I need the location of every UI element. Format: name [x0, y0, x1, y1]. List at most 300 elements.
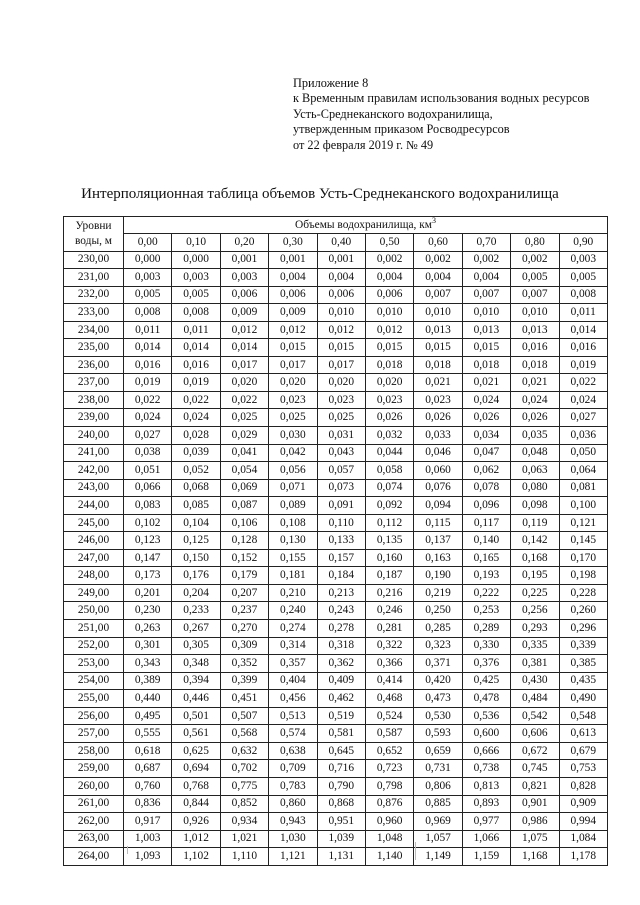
- volume-cell: 0,042: [269, 444, 317, 462]
- volume-cell: 0,844: [172, 795, 220, 813]
- level-cell: 243,00: [64, 479, 124, 497]
- volume-cell: 0,613: [559, 725, 607, 743]
- table-row: [64, 479, 608, 497]
- volume-cell: 0,010: [365, 304, 413, 322]
- volume-cell: 0,018: [414, 356, 462, 374]
- volume-cell: 0,064: [559, 462, 607, 480]
- volume-cell: 0,026: [511, 409, 559, 427]
- level-cell: 248,00: [64, 567, 124, 585]
- volume-cell: 0,012: [220, 321, 268, 339]
- volume-cell: 0,435: [559, 672, 607, 690]
- table-row: [64, 304, 608, 322]
- volume-cell: 0,473: [414, 690, 462, 708]
- column-header-cell: 0,80: [511, 234, 559, 252]
- volume-cell: 0,006: [269, 286, 317, 304]
- volume-cell: 0,490: [559, 690, 607, 708]
- volume-cell: 0,593: [414, 725, 462, 743]
- column-header-cell: 0,00: [124, 234, 172, 252]
- volume-cell: 1,057: [414, 830, 462, 848]
- volume-cell: 0,125: [172, 532, 220, 550]
- volume-cell: 0,024: [462, 391, 510, 409]
- volume-cell: 0,078: [462, 479, 510, 497]
- table-row: [64, 567, 608, 585]
- level-cell: 256,00: [64, 707, 124, 725]
- volume-cell: 0,246: [365, 602, 413, 620]
- volume-cell: 0,005: [559, 269, 607, 287]
- volume-cell: 0,519: [317, 707, 365, 725]
- level-cell: 257,00: [64, 725, 124, 743]
- volume-cell: 0,032: [365, 427, 413, 445]
- volume-cell: 0,618: [124, 742, 172, 760]
- volume-cell: 0,274: [269, 620, 317, 638]
- level-cell: 232,00: [64, 286, 124, 304]
- volume-cell: 0,943: [269, 813, 317, 831]
- volume-cell: 0,301: [124, 637, 172, 655]
- volume-cell: 0,926: [172, 813, 220, 831]
- volume-cell: 0,168: [511, 549, 559, 567]
- volume-cell: 0,173: [124, 567, 172, 585]
- appendix-header: [293, 76, 623, 153]
- volume-cell: 0,233: [172, 602, 220, 620]
- volume-cell: 0,420: [414, 672, 462, 690]
- volume-cell: 0,014: [220, 339, 268, 357]
- volume-cell: 1,131: [317, 848, 365, 866]
- volume-cell: 0,184: [317, 567, 365, 585]
- volume-cell: 0,542: [511, 707, 559, 725]
- volume-cell: 0,123: [124, 532, 172, 550]
- volume-cell: 0,121: [559, 514, 607, 532]
- volume-cell: 0,112: [365, 514, 413, 532]
- volume-cell: 0,267: [172, 620, 220, 638]
- volume-cell: 0,018: [511, 356, 559, 374]
- volume-cell: 0,007: [462, 286, 510, 304]
- volume-cell: 0,002: [365, 251, 413, 269]
- volume-cell: 0,051: [124, 462, 172, 480]
- volume-cell: 0,201: [124, 584, 172, 602]
- volume-cell: 0,666: [462, 742, 510, 760]
- volume-cell: 0,008: [172, 304, 220, 322]
- volume-cell: 0,006: [220, 286, 268, 304]
- volume-cell: 0,994: [559, 813, 607, 831]
- volume-cell: 0,606: [511, 725, 559, 743]
- volume-cell: 0,003: [220, 269, 268, 287]
- volume-cell: 0,000: [124, 251, 172, 269]
- table-row: [64, 514, 608, 532]
- level-cell: 260,00: [64, 777, 124, 795]
- volume-cell: 0,219: [414, 584, 462, 602]
- volume-cell: 0,058: [365, 462, 413, 480]
- volume-cell: 0,645: [317, 742, 365, 760]
- volume-cell: 0,806: [414, 777, 462, 795]
- volume-cell: 0,003: [172, 269, 220, 287]
- volume-cell: 0,256: [511, 602, 559, 620]
- level-cell: 238,00: [64, 391, 124, 409]
- volume-cell: 0,073: [317, 479, 365, 497]
- volume-cell: 0,160: [365, 549, 413, 567]
- volume-cell: 1,110: [220, 848, 268, 866]
- volume-cell: 0,012: [365, 321, 413, 339]
- volume-cell: 0,074: [365, 479, 413, 497]
- volume-cell: 0,038: [124, 444, 172, 462]
- volume-cell: 0,062: [462, 462, 510, 480]
- volume-cell: 0,024: [559, 391, 607, 409]
- volume-cell: 0,015: [414, 339, 462, 357]
- level-cell: 235,00: [64, 339, 124, 357]
- volume-cell: 0,285: [414, 620, 462, 638]
- volume-cell: 0,679: [559, 742, 607, 760]
- volume-cell: 0,010: [414, 304, 462, 322]
- volume-cell: 0,056: [269, 462, 317, 480]
- volume-cell: 1,030: [269, 830, 317, 848]
- volume-cell: 0,960: [365, 813, 413, 831]
- volume-cell: 1,093: [124, 848, 172, 866]
- level-cell: 252,00: [64, 637, 124, 655]
- volume-cell: 0,868: [317, 795, 365, 813]
- appendix-line: Приложение 8: [293, 76, 369, 90]
- volume-cell: 0,237: [220, 602, 268, 620]
- volume-cell: 0,414: [365, 672, 413, 690]
- column-header-row: [64, 234, 608, 252]
- volume-cell: 0,659: [414, 742, 462, 760]
- volume-cell: 0,399: [220, 672, 268, 690]
- volume-cell: 0,010: [511, 304, 559, 322]
- table-row: [64, 374, 608, 392]
- volume-cell: 0,031: [317, 427, 365, 445]
- volume-cell: 0,343: [124, 655, 172, 673]
- volume-cell: 0,115: [414, 514, 462, 532]
- volume-cell: 0,043: [317, 444, 365, 462]
- appendix-line: утвержденным приказом Росводресурсов: [293, 122, 510, 137]
- table-row: [64, 760, 608, 778]
- volume-cell: 0,723: [365, 760, 413, 778]
- volume-cell: 0,069: [220, 479, 268, 497]
- volume-cell: 0,023: [269, 391, 317, 409]
- volume-cell: 0,027: [559, 409, 607, 427]
- volume-cell: 0,004: [317, 269, 365, 287]
- volume-cell: 0,026: [462, 409, 510, 427]
- volume-cell: 0,009: [269, 304, 317, 322]
- volume-cell: 0,672: [511, 742, 559, 760]
- volume-cell: 0,068: [172, 479, 220, 497]
- table-row: [64, 532, 608, 550]
- level-cell: 245,00: [64, 514, 124, 532]
- volume-cell: 1,003: [124, 830, 172, 848]
- table-row: [64, 321, 608, 339]
- table-row: [64, 497, 608, 515]
- volume-cell: 0,790: [317, 777, 365, 795]
- volume-cell: 0,030: [269, 427, 317, 445]
- volume-cell: 0,036: [559, 427, 607, 445]
- volume-cell: 0,632: [220, 742, 268, 760]
- volume-cell: 0,193: [462, 567, 510, 585]
- volume-cell: 0,096: [462, 497, 510, 515]
- volume-cell: 0,198: [559, 567, 607, 585]
- volume-cell: 0,775: [220, 777, 268, 795]
- volume-cell: 0,314: [269, 637, 317, 655]
- level-cell: 254,00: [64, 672, 124, 690]
- volume-cell: 0,009: [220, 304, 268, 322]
- volume-cell: 0,240: [269, 602, 317, 620]
- volume-cell: 0,004: [462, 269, 510, 287]
- volume-cell: 0,147: [124, 549, 172, 567]
- volume-cell: 0,977: [462, 813, 510, 831]
- volume-cell: 0,001: [269, 251, 317, 269]
- volume-cell: 0,798: [365, 777, 413, 795]
- volume-cell: 0,702: [220, 760, 268, 778]
- volume-cell: 0,013: [414, 321, 462, 339]
- table-row: [64, 391, 608, 409]
- volume-cell: 0,019: [124, 374, 172, 392]
- volume-cell: 0,362: [317, 655, 365, 673]
- volume-cell: 0,015: [365, 339, 413, 357]
- volume-cell: 1,039: [317, 830, 365, 848]
- volume-cell: 0,625: [172, 742, 220, 760]
- volume-cell: 0,456: [269, 690, 317, 708]
- volume-cell: 0,507: [220, 707, 268, 725]
- table-row: [64, 795, 608, 813]
- volume-cell: 0,187: [365, 567, 413, 585]
- volume-cell: 0,289: [462, 620, 510, 638]
- volume-cell: 0,179: [220, 567, 268, 585]
- volume-cell: 1,168: [511, 848, 559, 866]
- table-row: [64, 444, 608, 462]
- volume-cell: 0,524: [365, 707, 413, 725]
- volume-cell: 0,530: [414, 707, 462, 725]
- interpolation-table: [63, 216, 608, 866]
- volume-cell: 0,066: [124, 479, 172, 497]
- volume-cell: 0,010: [462, 304, 510, 322]
- volumes-header-superscript: 3: [431, 216, 436, 225]
- volume-cell: 0,135: [365, 532, 413, 550]
- volume-cell: 0,021: [462, 374, 510, 392]
- volume-cell: 0,322: [365, 637, 413, 655]
- volume-cell: 0,409: [317, 672, 365, 690]
- volume-cell: 0,016: [511, 339, 559, 357]
- volume-cell: 0,004: [269, 269, 317, 287]
- volume-cell: 1,159: [462, 848, 510, 866]
- appendix-line: от 22 февраля 2019 г. № 49: [293, 137, 434, 152]
- volume-cell: 0,015: [462, 339, 510, 357]
- table-row: [64, 269, 608, 287]
- volume-cell: 0,376: [462, 655, 510, 673]
- column-header-cell: 0,10: [172, 234, 220, 252]
- volume-cell: 0,716: [317, 760, 365, 778]
- volume-cell: 1,012: [172, 830, 220, 848]
- level-cell: 242,00: [64, 462, 124, 480]
- volume-cell: 0,024: [511, 391, 559, 409]
- volume-cell: 0,195: [511, 567, 559, 585]
- volume-cell: 0,305: [172, 637, 220, 655]
- table-row: [64, 251, 608, 269]
- volume-cell: 0,092: [365, 497, 413, 515]
- volume-cell: 1,048: [365, 830, 413, 848]
- volume-cell: 0,021: [414, 374, 462, 392]
- volume-cell: 0,885: [414, 795, 462, 813]
- volume-cell: 0,951: [317, 813, 365, 831]
- column-header-cell: 0,60: [414, 234, 462, 252]
- volume-cell: 0,020: [220, 374, 268, 392]
- volume-cell: 0,007: [511, 286, 559, 304]
- volume-cell: 0,468: [365, 690, 413, 708]
- volume-cell: 0,034: [462, 427, 510, 445]
- volume-cell: 0,100: [559, 497, 607, 515]
- volume-cell: 0,783: [269, 777, 317, 795]
- volume-cell: 0,110: [317, 514, 365, 532]
- column-header-cell: 0,30: [269, 234, 317, 252]
- level-cell: 240,00: [64, 427, 124, 445]
- volume-cell: 1,102: [172, 848, 220, 866]
- volume-cell: 0,003: [559, 251, 607, 269]
- volume-cell: 1,075: [511, 830, 559, 848]
- volume-cell: 0,137: [414, 532, 462, 550]
- volume-cell: 0,163: [414, 549, 462, 567]
- volume-cell: 0,253: [462, 602, 510, 620]
- volume-cell: 0,083: [124, 497, 172, 515]
- volume-cell: 0,081: [559, 479, 607, 497]
- volume-cell: 0,155: [269, 549, 317, 567]
- volume-cell: 0,017: [317, 356, 365, 374]
- volume-cell: 0,041: [220, 444, 268, 462]
- volume-cell: 0,484: [511, 690, 559, 708]
- level-cell: 247,00: [64, 549, 124, 567]
- volume-cell: 0,033: [414, 427, 462, 445]
- volume-cell: 0,001: [220, 251, 268, 269]
- volume-cell: 0,462: [317, 690, 365, 708]
- volume-cell: 0,587: [365, 725, 413, 743]
- level-cell: 236,00: [64, 356, 124, 374]
- volume-cell: 1,084: [559, 830, 607, 848]
- volume-cell: 0,986: [511, 813, 559, 831]
- appendix-line: к Временным правилам использования водных ресурсов: [293, 91, 590, 106]
- level-cell: 239,00: [64, 409, 124, 427]
- volume-cell: 0,694: [172, 760, 220, 778]
- table-row: [64, 777, 608, 795]
- volume-cell: 0,119: [511, 514, 559, 532]
- volume-cell: 0,216: [365, 584, 413, 602]
- volume-cell: 0,335: [511, 637, 559, 655]
- volume-cell: 0,270: [220, 620, 268, 638]
- volume-cell: 0,005: [511, 269, 559, 287]
- volume-cell: 0,085: [172, 497, 220, 515]
- volume-cell: 0,813: [462, 777, 510, 795]
- volume-cell: 0,011: [124, 321, 172, 339]
- volume-cell: 1,178: [559, 848, 607, 866]
- volume-cell: 0,047: [462, 444, 510, 462]
- volume-cell: 0,495: [124, 707, 172, 725]
- volume-cell: 0,357: [269, 655, 317, 673]
- table-row: [64, 286, 608, 304]
- volume-cell: 0,165: [462, 549, 510, 567]
- table-row: [64, 655, 608, 673]
- volume-cell: 0,207: [220, 584, 268, 602]
- volume-cell: 0,022: [220, 391, 268, 409]
- volume-cell: 0,002: [462, 251, 510, 269]
- table-row: [64, 356, 608, 374]
- volume-cell: 0,017: [220, 356, 268, 374]
- volume-cell: 0,024: [172, 409, 220, 427]
- level-column-header: [64, 217, 124, 252]
- volume-cell: 0,015: [317, 339, 365, 357]
- volume-cell: 0,821: [511, 777, 559, 795]
- volume-cell: 0,230: [124, 602, 172, 620]
- volume-cell: 0,836: [124, 795, 172, 813]
- volume-cell: 0,028: [172, 427, 220, 445]
- volume-cell: 0,016: [172, 356, 220, 374]
- volume-cell: 0,026: [365, 409, 413, 427]
- volume-cell: 0,381: [511, 655, 559, 673]
- volume-cell: 0,094: [414, 497, 462, 515]
- volume-cell: 0,011: [559, 304, 607, 322]
- volume-cell: 0,015: [269, 339, 317, 357]
- volume-cell: 0,687: [124, 760, 172, 778]
- volume-cell: 0,130: [269, 532, 317, 550]
- scan-artifacts: [0, 842, 640, 862]
- volume-cell: 0,016: [124, 356, 172, 374]
- volume-cell: 0,035: [511, 427, 559, 445]
- volume-cell: 0,243: [317, 602, 365, 620]
- volume-cell: 0,020: [365, 374, 413, 392]
- volume-cell: 0,901: [511, 795, 559, 813]
- volume-cell: 0,451: [220, 690, 268, 708]
- volume-cell: 0,091: [317, 497, 365, 515]
- volume-cell: 0,014: [172, 339, 220, 357]
- volume-cell: 0,225: [511, 584, 559, 602]
- volume-cell: 0,108: [269, 514, 317, 532]
- volume-cell: 0,102: [124, 514, 172, 532]
- volume-cell: 0,250: [414, 602, 462, 620]
- level-cell: 250,00: [64, 602, 124, 620]
- volume-cell: 0,638: [269, 742, 317, 760]
- volume-cell: 0,228: [559, 584, 607, 602]
- volume-cell: 0,366: [365, 655, 413, 673]
- volume-cell: 0,052: [172, 462, 220, 480]
- volume-cell: 0,020: [269, 374, 317, 392]
- volume-cell: 0,768: [172, 777, 220, 795]
- volume-cell: 0,876: [365, 795, 413, 813]
- scan-mark: [127, 846, 128, 854]
- volume-cell: 0,142: [511, 532, 559, 550]
- volume-cell: 0,027: [124, 427, 172, 445]
- level-cell: 261,00: [64, 795, 124, 813]
- volume-cell: 0,014: [124, 339, 172, 357]
- volume-cell: 0,213: [317, 584, 365, 602]
- volume-cell: 0,071: [269, 479, 317, 497]
- table-row: [64, 584, 608, 602]
- volume-cell: 0,753: [559, 760, 607, 778]
- volume-cell: 0,145: [559, 532, 607, 550]
- volume-cell: 0,425: [462, 672, 510, 690]
- volume-cell: 0,024: [124, 409, 172, 427]
- table-row: [64, 707, 608, 725]
- table-row: [64, 725, 608, 743]
- volume-cell: 0,738: [462, 760, 510, 778]
- volume-cell: 0,281: [365, 620, 413, 638]
- volume-cell: 0,013: [462, 321, 510, 339]
- table-row: [64, 602, 608, 620]
- volume-cell: 0,063: [511, 462, 559, 480]
- volume-cell: 0,339: [559, 637, 607, 655]
- volume-cell: 0,318: [317, 637, 365, 655]
- volume-cell: 0,152: [220, 549, 268, 567]
- volume-cell: 0,709: [269, 760, 317, 778]
- level-cell: 241,00: [64, 444, 124, 462]
- column-header-cell: 0,20: [220, 234, 268, 252]
- volume-cell: 0,348: [172, 655, 220, 673]
- volume-cell: 0,446: [172, 690, 220, 708]
- level-cell: 237,00: [64, 374, 124, 392]
- volume-cell: 0,852: [220, 795, 268, 813]
- level-cell: 258,00: [64, 742, 124, 760]
